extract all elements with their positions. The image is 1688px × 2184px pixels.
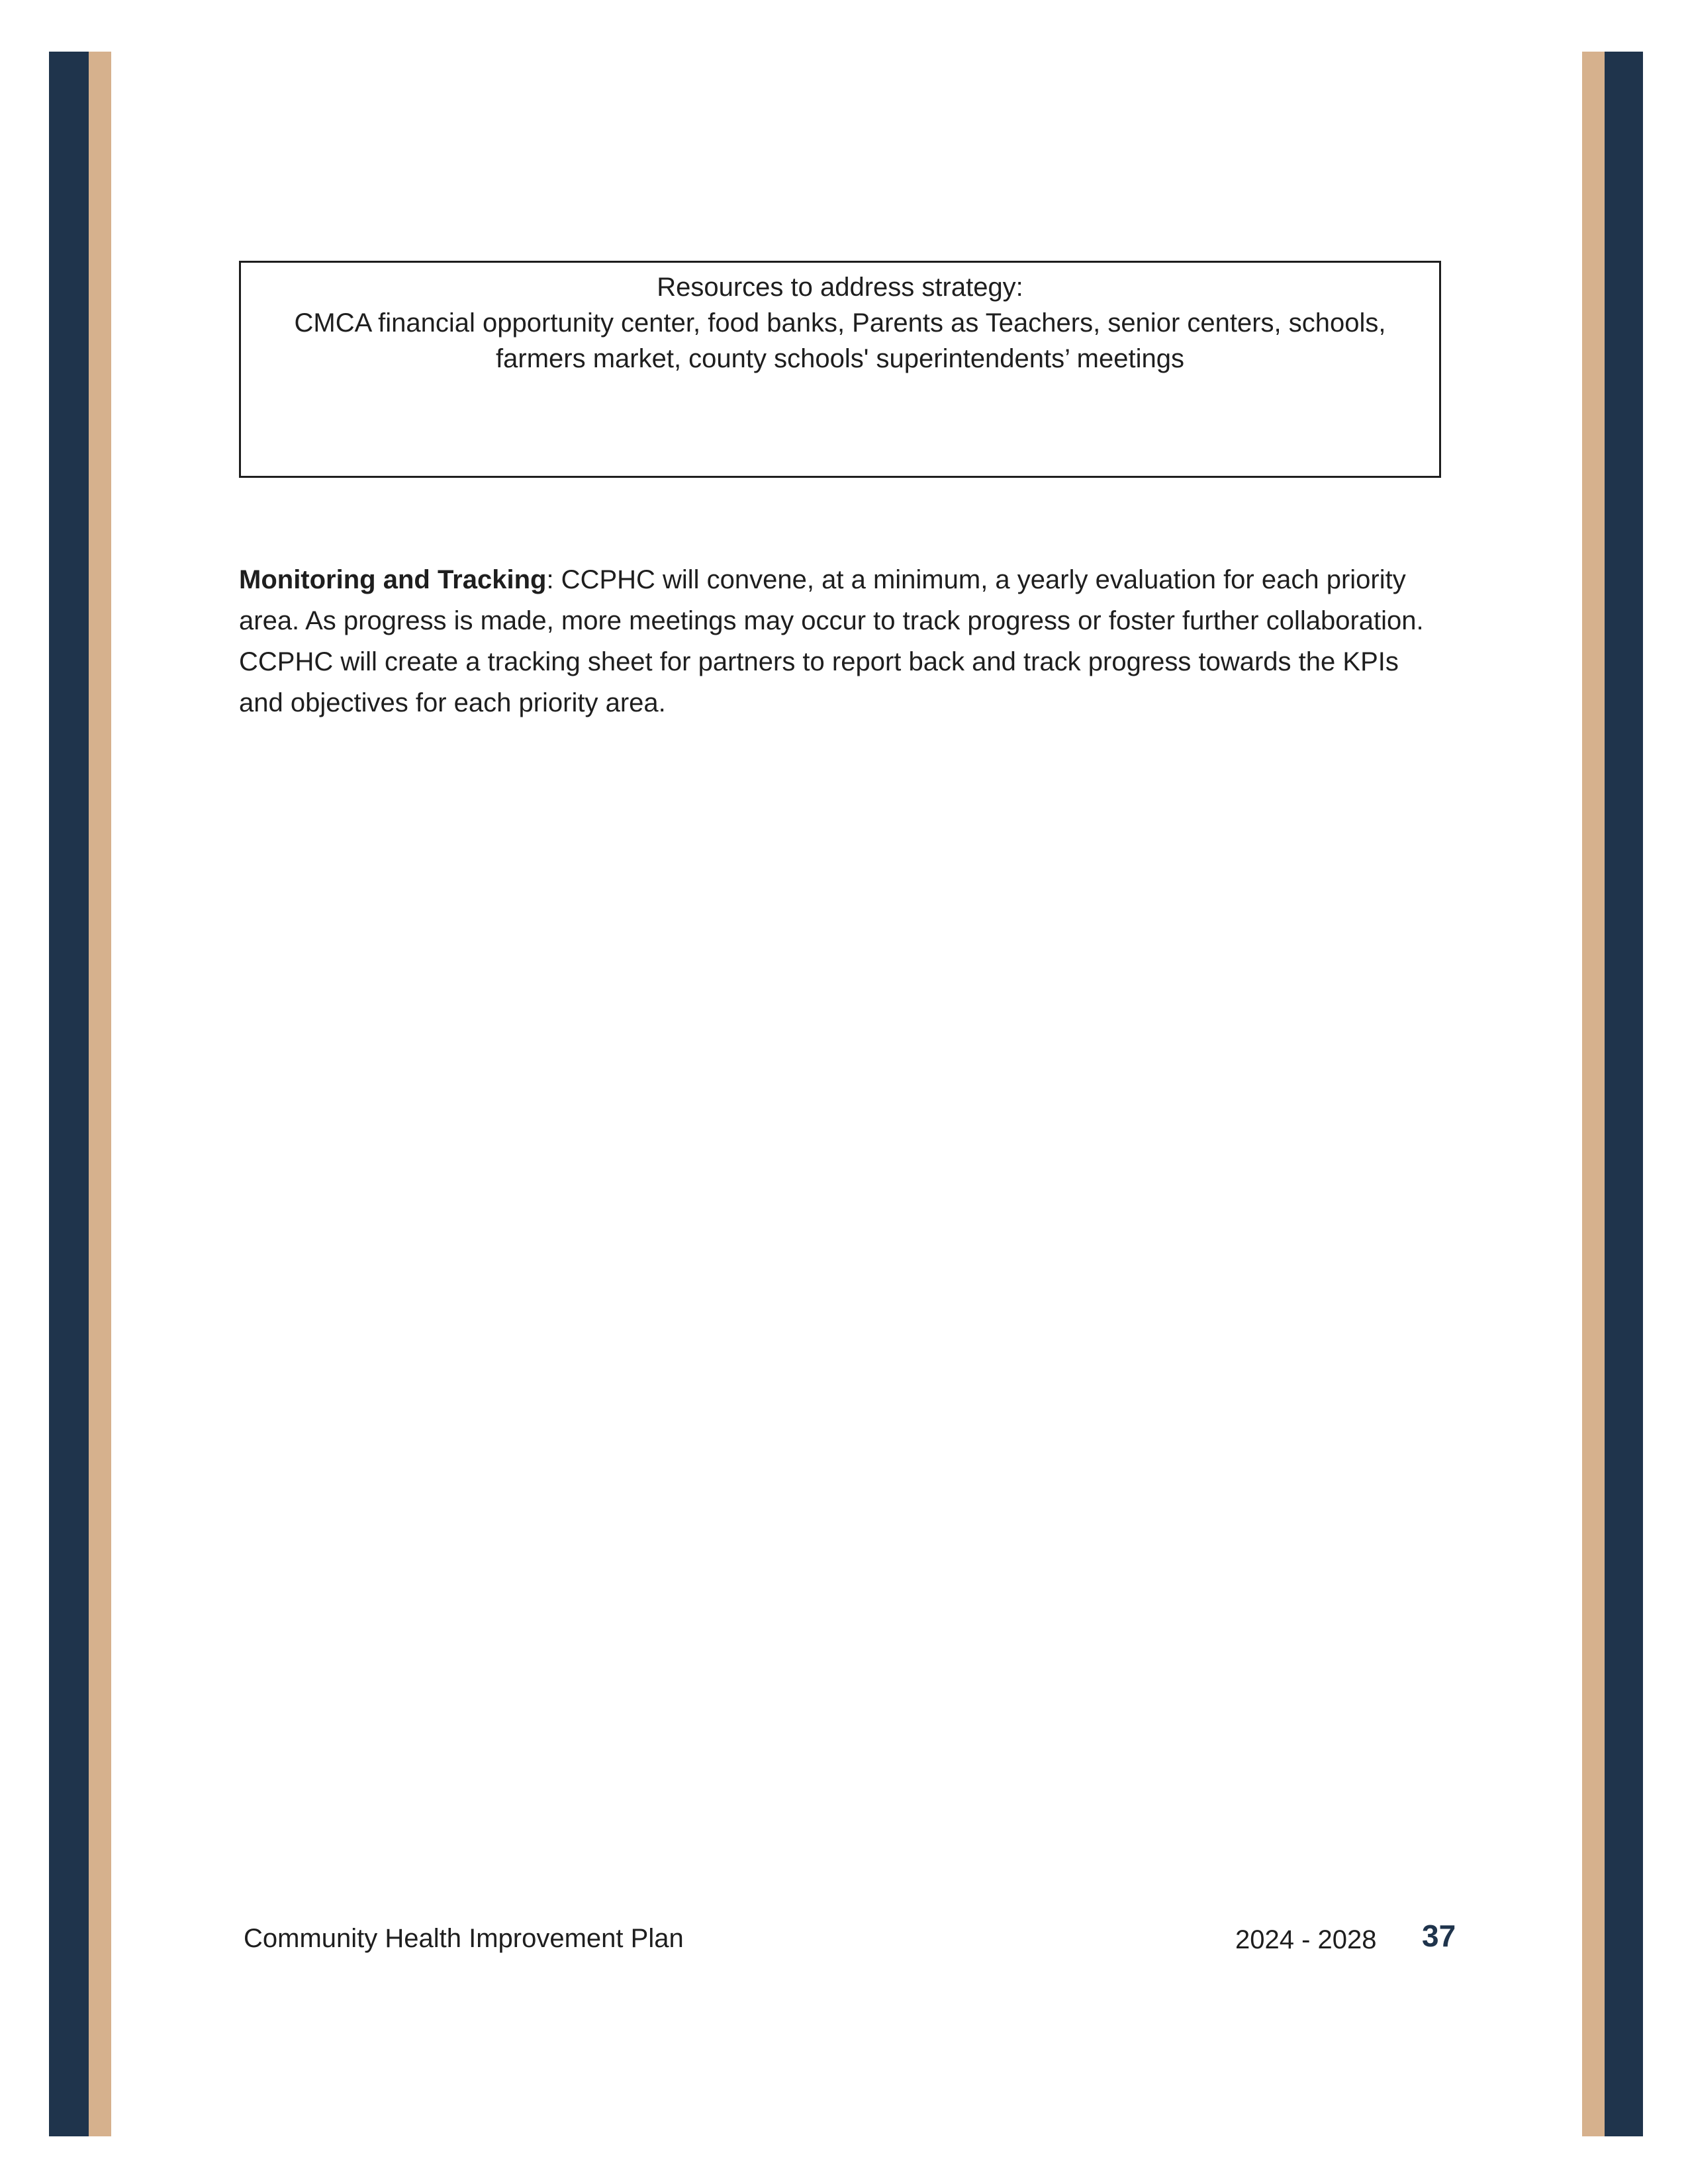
left-navy-band xyxy=(49,52,89,2136)
resources-body: CMCA financial opportunity center, food banks, Parents as Teachers, senior centers, schools, farmers market, county schools' superintendents’ meetings xyxy=(294,308,1386,373)
footer-title: Community Health Improvement Plan xyxy=(244,1924,684,1953)
monitoring-label: Monitoring and Tracking xyxy=(239,565,547,594)
page-number: 37 xyxy=(1422,1919,1456,1953)
footer-years: 2024 - 2028 xyxy=(1235,1925,1377,1954)
right-navy-band xyxy=(1605,52,1643,2136)
monitoring-paragraph xyxy=(239,559,1444,723)
monitoring-text: : CCPHC will convene, at a minimum, a yearly evaluation for each priority area. As progress is made, more meetings may occur to track progress or foster further collaboration. CCPHC will create a tracking sheet for partners to report back and track progress towards the KPIs and objectives for each priority area. xyxy=(239,565,1424,717)
resources-title: Resources to address strategy: xyxy=(657,273,1023,302)
left-tan-band xyxy=(89,52,111,2136)
resources-box xyxy=(239,261,1441,478)
right-tan-band xyxy=(1582,52,1605,2136)
